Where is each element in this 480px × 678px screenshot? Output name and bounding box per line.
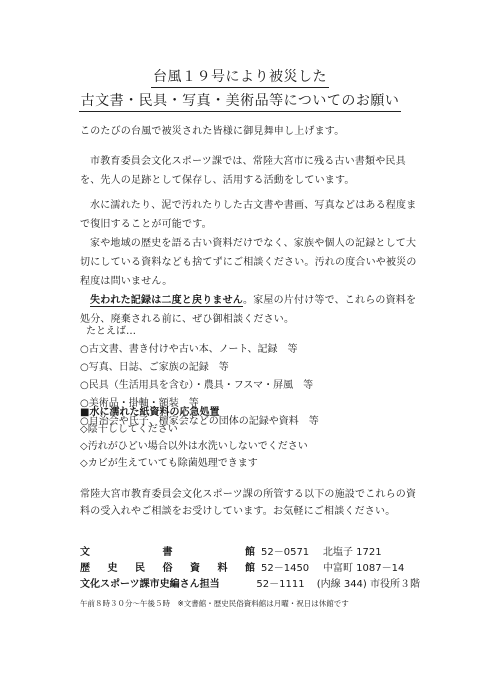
emergency-care-section [80, 404, 420, 472]
facility-name: 文化スポーツ課市史編さん担当 [80, 579, 220, 590]
list-item: ◇カビが生えていても除菌処理できます [80, 458, 258, 469]
body-section [80, 152, 420, 329]
paragraph-restoration: 水に濡れたり、泥で汚れたりした古文書や書画、写真などはある程度まで復旧することが可能です。 [80, 200, 417, 230]
title-line-1: 台風１９号により被災した [151, 67, 329, 88]
facility-row [80, 545, 420, 561]
facility-list [80, 545, 420, 593]
facility-row [80, 577, 420, 593]
facility-name: 文 書 館 [80, 547, 255, 558]
examples-lead: たとえば… [86, 326, 136, 337]
facility-address: 北塩子 1721 [323, 547, 382, 558]
facility-tel: 52－1111 [256, 579, 305, 590]
list-item: ◇陰干ししてください [80, 424, 178, 435]
emergency-heading: ■水に濡れた紙資料の応急処置 [80, 407, 220, 418]
list-item: ○美術品・掛軸・額装 等 [80, 398, 199, 409]
intro-paragraph [80, 122, 420, 141]
footer-hours-note: 午前８時３０分～午後５時 ※文書館・歴史民俗資料館は月曜・祝日は休館です [80, 599, 349, 608]
list-item: ○自治会や氏子、檀家会などの団体の記録や資料 等 [80, 416, 319, 427]
document-title [0, 66, 480, 114]
list-item: ○古文書、書き付けや古い本、ノート、記録 等 [80, 344, 298, 355]
list-item: ◇汚れがひどい場合以外は水洗いしないでください [80, 441, 308, 452]
paragraph-activity: 市教育委員会文化スポーツ課では、常陸大宮市に残る古い書類や民具を、先人の足跡として保存し、活用する活動をしています。 [80, 156, 406, 186]
intro-text: このたびの台風で被災された皆様に御見舞申し上げます。 [80, 126, 345, 137]
facility-tel: 52－1450 [261, 563, 310, 574]
warning-emphasis: 失われた記録は二度と戻りません [90, 295, 243, 306]
paragraph-consult: 家や地域の歴史を語る古い資料だけでなく、家族や個人の記録として大切にしている資料なども捨てずにご相談ください。汚れの度合いや被災の程度は問いません。 [80, 238, 417, 287]
facility-name: 歴 史 民 俗 資 料 館 [80, 563, 255, 574]
facility-row [80, 561, 420, 577]
title-line-2: 古文書・民具・写真・美術品等についてのお願い [79, 91, 402, 112]
facility-address: (内線 344) 市役所３階 [316, 579, 420, 590]
facility-address: 中富町 1087－14 [323, 563, 405, 574]
closing-paragraph [80, 486, 420, 520]
closing-text: 常陸大宮市教育委員会文化スポーツ課の所管する以下の施設でこれらの資料の受入れやご相談をお受けしています。お気軽にご相談ください。 [80, 489, 417, 517]
list-item: ○写真、日誌、ご家族の記録 等 [80, 362, 229, 373]
warning-rest: 。家屋の片付け等で、これらの資料を処分、廃棄される前に、ぜひ御相談ください。 [80, 295, 417, 325]
list-item: ○民具（生活用具を含む）・農具・フスマ・屏風 等 [80, 380, 314, 391]
facility-tel: 52－0571 [261, 547, 310, 558]
